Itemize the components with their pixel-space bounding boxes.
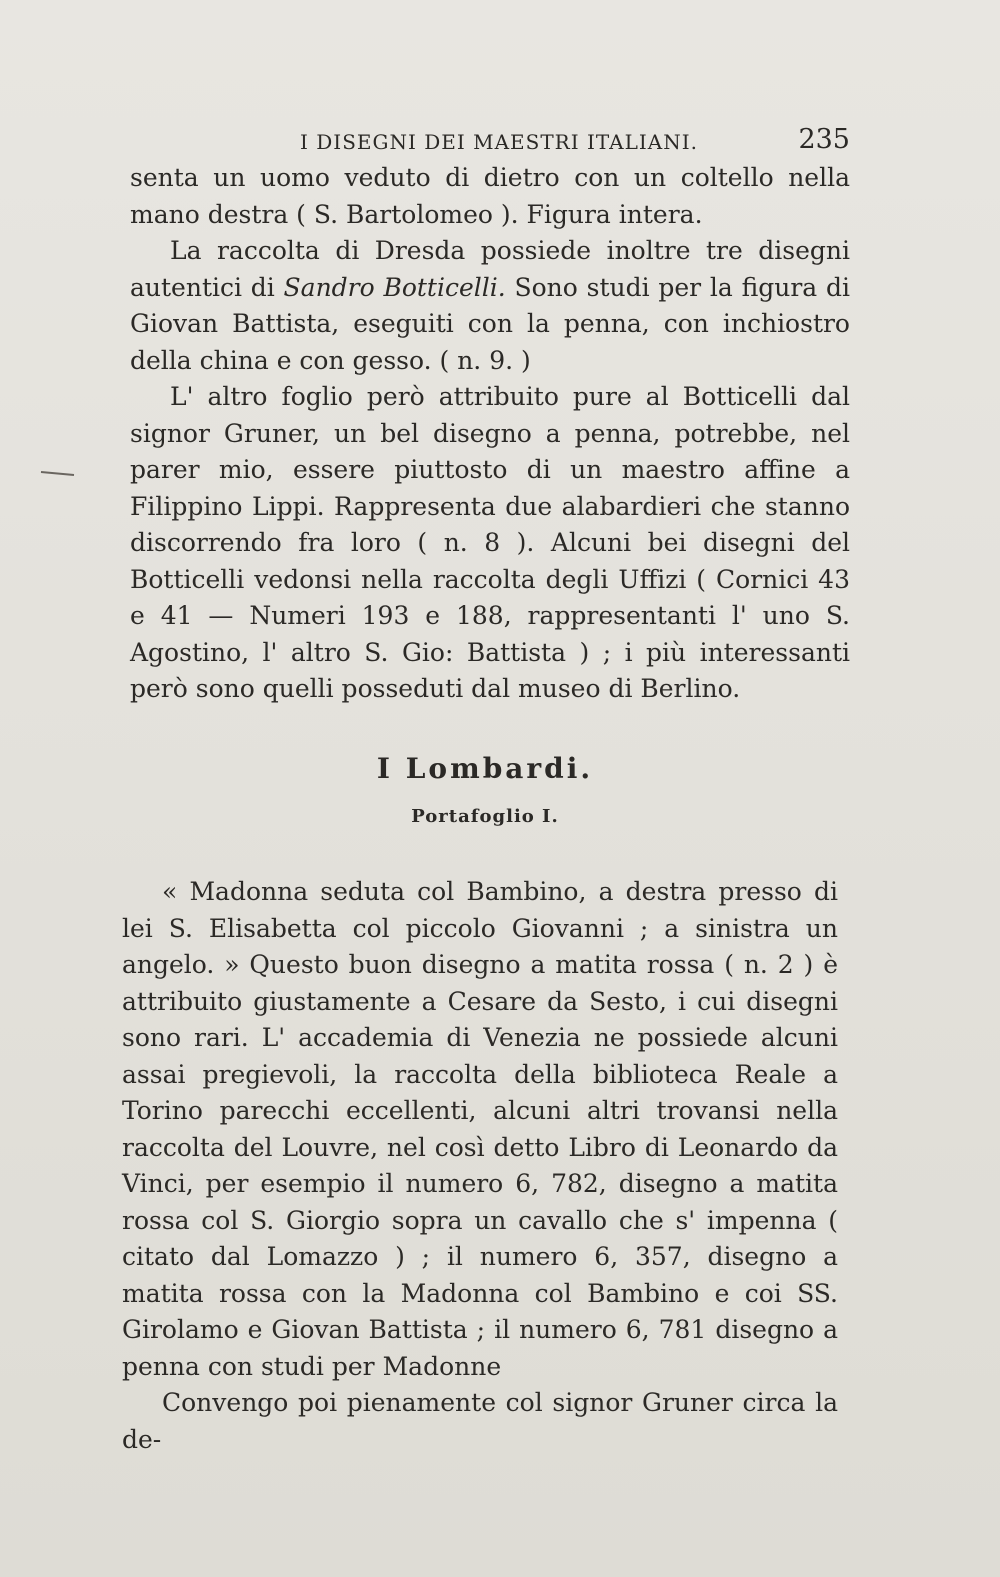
paragraph-botticelli: L' altro foglio però attribuito pure al Botticelli dal signor Gruner, un bel disegno a penna, potrebbe, nel parer mio, essere piuttosto di un maestro affine a Filippino Lippi. Rappresenta due alabardieri che stanno discorrendo fra loro ( n. 8 ). Alcuni bei disegni del Botticelli vedonsi nella raccolta degli Uffizi ( Cornici 43 e 41 — Numeri 193 e 188, rappresentanti l' uno S. Agostino, l' altro S. Gio: Battista ) ; i più interessanti però sono quelli posseduti dal museo di Berlino. xyxy=(130,382,850,703)
paragraph-continuation: senta un uomo veduto di dietro con un coltello nella mano destra ( S. Bartolomeo ). Figura intera. xyxy=(130,163,850,229)
section-subheading: Portafoglio I. xyxy=(411,806,559,827)
paragraph-dresda-start: La raccolta di Dresda possiede inoltre tre disegni autentici di xyxy=(130,236,850,302)
running-head xyxy=(120,124,850,164)
artist-name-italic: Sandro Botticelli. xyxy=(283,272,506,302)
pencil-margin-mark xyxy=(40,470,76,476)
paragraph-madonna: « Madonna seduta col Bambino, a destra presso di lei S. Elisabetta col piccolo Giovanni ; a sinistra un angelo. » Questo buon disegno a matita rossa ( n. 2 ) è attribuito giustamente a Cesare da Sesto, i cui disegni sono rari. L' accademia di Venezia ne possiede alcuni assai pregievoli, la raccolta della biblioteca Reale a Torino parecchi eccellenti, alcuni altri trovansi nella raccolta del Louvre, nel così detto Libro di Leonardo da Vinci, per esempio il numero 6, 782, disegno a matita rossa col S. Giorgio sopra un cavallo che s' impenna ( citato dal Lomazzo ) ; il numero 6, 357, disegno a matita rossa con la Madonna col Bambino e coi SS. Girolamo e Giovan Battista ; il numero 6, 781 disegno a penna con studi per Madonne xyxy=(122,877,838,1381)
paragraph-convengo: Convengo poi pienamente col signor Gruner circa la de- xyxy=(122,1388,838,1454)
paragraph-dresda xyxy=(130,233,850,379)
paragraph-dresda-end: Sono studi per la figura di Giovan Battista, eseguiti con la penna, con inchiostro della china e con gesso. ( n. 9. ) xyxy=(130,272,850,375)
running-title: I DISEGNI DEI MAESTRI ITALIANI. xyxy=(300,130,698,154)
body-text-bottom xyxy=(122,874,838,1458)
section-heading: I Lombardi. xyxy=(376,752,594,785)
body-text-top xyxy=(130,160,850,708)
page-number: 235 xyxy=(798,124,850,155)
